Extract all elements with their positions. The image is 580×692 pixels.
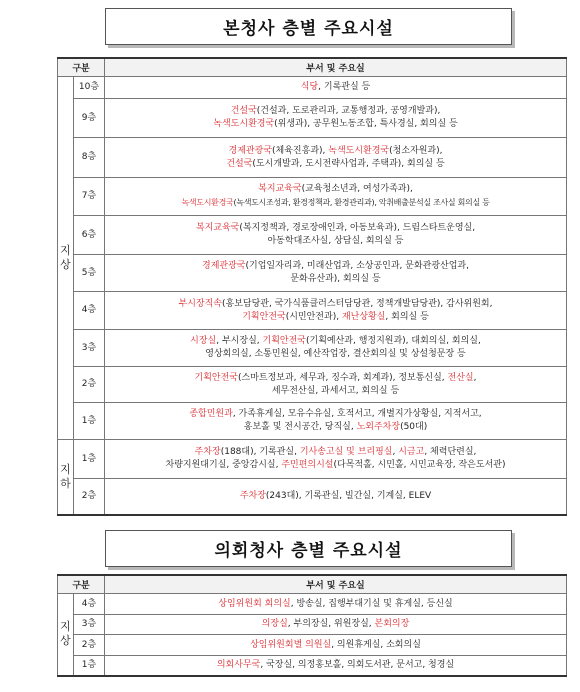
- facility-text: (교육청소년과, 여성가족과),: [301, 184, 413, 194]
- facilities-header: 부서 및 주요실: [105, 58, 567, 77]
- department-name: 종합민원과: [189, 409, 233, 419]
- facility-text: (청소자원과),: [389, 145, 443, 156]
- floor-label: 2층: [74, 367, 105, 403]
- table-row: [58, 138, 567, 178]
- department-name: 녹색도시환경국: [328, 145, 390, 156]
- facility-list: [105, 292, 567, 330]
- facility-text: , 방송실, 집행부대기실 및 휴게실, 등신실: [290, 598, 453, 609]
- facility-line: [109, 158, 562, 171]
- facility-list: [105, 403, 567, 440]
- floor-label: 1층: [74, 403, 105, 440]
- table-row: [58, 216, 567, 255]
- facility-text: 아동학대조사실, 상담실, 회의실 등: [267, 236, 404, 246]
- department-name: 시금고: [398, 447, 425, 457]
- facilities-header: 부서 및 주요실: [105, 575, 567, 594]
- facility-line: [109, 196, 562, 210]
- floor-label: 3층: [74, 330, 105, 367]
- department-name: 시장실: [190, 336, 217, 346]
- facility-text: (기업일자리과, 미래산업과, 소상공인과, 문화관광산업과,: [245, 261, 469, 271]
- facility-text: 홍보홀 및 전시공간, 당직실,: [243, 422, 357, 432]
- facility-text: (188대), 기록관실,: [220, 447, 300, 457]
- table-row: [58, 292, 567, 330]
- department-name: 기획안전국: [194, 372, 238, 383]
- table-header-row: [58, 58, 567, 77]
- facility-line: [109, 490, 562, 503]
- facility-line: [109, 459, 562, 472]
- facility-text: , 체력단련실,: [424, 447, 477, 457]
- facility-text: , 부시장실,: [216, 336, 263, 346]
- department-name: 복지교육국: [258, 184, 302, 194]
- table-row: [58, 99, 567, 138]
- facility-line: [109, 639, 562, 652]
- department-name: 주차장: [239, 490, 266, 501]
- department-name: 전산실: [447, 372, 474, 383]
- facility-line: [109, 598, 562, 611]
- facility-line: [109, 618, 562, 631]
- floor-label: 8층: [74, 138, 105, 178]
- department-name: 상임위원회 회의실: [218, 598, 291, 609]
- facility-line: [109, 421, 562, 434]
- facility-line: [109, 183, 562, 196]
- facility-text: (시민안전과),: [285, 311, 342, 322]
- floor-label: 6층: [74, 216, 105, 255]
- facility-text: (243대), 기록관실, 빌간실, 기계실, ELEV: [265, 490, 432, 501]
- floor-label: 1층: [74, 440, 105, 479]
- department-name: 의장실: [261, 619, 288, 629]
- facility-list: [105, 77, 567, 99]
- department-name: 노외주차장: [356, 422, 401, 432]
- facility-list: [105, 255, 567, 292]
- facility-list: [105, 138, 567, 178]
- facility-text: ,: [392, 447, 399, 457]
- department-name: 재난상황실: [341, 311, 386, 322]
- main-building-table: [57, 57, 567, 516]
- facility-list: [105, 635, 567, 656]
- facility-text: , 회의실 등: [385, 311, 429, 322]
- facility-text: (복지정책과, 경로장애인과, 아동보육과), 드림스타트운영실,: [239, 223, 476, 233]
- department-name: 부시장직속: [178, 298, 222, 309]
- table-row: [58, 615, 567, 635]
- facility-text: ,: [473, 372, 477, 383]
- floor-label: 3층: [74, 615, 105, 635]
- floor-label: 10층: [74, 77, 105, 99]
- floor-label: 2층: [74, 635, 105, 656]
- facility-line: [109, 311, 562, 324]
- above-ground-label: 지 상: [58, 77, 74, 440]
- department-name: 녹색도시환경국: [181, 198, 234, 207]
- facility-line: [109, 335, 562, 348]
- table-row: [58, 367, 567, 403]
- table-row: [58, 479, 567, 515]
- department-name: 경제관광국: [202, 261, 246, 271]
- facility-text: (건설과, 도로관리과, 교통행정과, 공영개발과),: [256, 106, 441, 116]
- department-name: 본회의장: [374, 619, 410, 629]
- department-name: 의회사무국: [216, 659, 261, 670]
- facility-line: [109, 105, 562, 118]
- facility-text: 영상회의실, 소통민원실, 예산작업장, 결산회의실 및 상설청문장 등: [205, 349, 466, 359]
- below-ground-label: 지 하: [58, 440, 74, 515]
- department-name: 녹색도시환경국: [213, 119, 275, 129]
- council-building-title: 의회청사 층별 주요시설: [105, 530, 512, 567]
- table-row: [58, 77, 567, 99]
- floor-label: 9층: [74, 99, 105, 138]
- table-row: [58, 178, 567, 216]
- facility-text: (50대): [400, 422, 428, 432]
- facility-line: [109, 145, 562, 158]
- facility-text: , 부의장실, 위원장실,: [287, 619, 375, 629]
- above-ground-label: 지 상: [58, 594, 74, 676]
- facility-line: [109, 298, 562, 311]
- floor-label: 2층: [74, 479, 105, 515]
- floor-label: 5층: [74, 255, 105, 292]
- facility-line: [109, 260, 562, 273]
- facility-text: , 국장실, 의정홍보홀, 의회도서관, 문서고, 청경실: [260, 659, 455, 670]
- department-name: 기사송고실 및 브리핑실: [299, 447, 393, 457]
- floor-label: 7층: [74, 178, 105, 216]
- floor-label: 1층: [74, 656, 105, 676]
- table-row: [58, 330, 567, 367]
- facility-line: [109, 235, 562, 248]
- facility-list: [105, 178, 567, 216]
- facility-line: [109, 222, 562, 235]
- facility-line: [109, 659, 562, 672]
- table-row: [58, 403, 567, 440]
- facility-line: [109, 408, 562, 421]
- facility-list: [105, 594, 567, 615]
- facility-list: [105, 440, 567, 479]
- department-name: 경제관광국: [228, 145, 273, 156]
- facility-text: (녹색도시조성과, 환경정책과, 환경관리과), 악취배출분석실 조사실 회의실 등: [233, 198, 490, 207]
- category-header: 구분: [58, 575, 105, 594]
- table-row: [58, 440, 567, 479]
- facility-text: (다목적홀, 시민홀, 시민교육장, 작은도서관): [333, 460, 506, 470]
- department-name: 주민편의시설: [281, 460, 334, 470]
- department-name: 주차장: [194, 447, 221, 457]
- facility-text: (기획예산과, 행정지원과), 대회의실, 회의실,: [305, 336, 481, 346]
- facility-list: [105, 615, 567, 635]
- facility-line: [109, 446, 562, 459]
- department-name: 상임위원회별 의원실: [250, 639, 332, 650]
- department-name: 복지교육국: [195, 223, 240, 233]
- facility-text: 차량지원대기실, 중앙감시실,: [165, 460, 282, 470]
- department-name: 기획안전국: [262, 336, 306, 346]
- table-row: [58, 635, 567, 656]
- facility-line: [109, 273, 562, 286]
- facility-text: (홍보담당관, 국가식품클러스터담당관, 정책개발담당관), 감사위원회,: [222, 298, 493, 309]
- facility-list: [105, 330, 567, 367]
- table-header-row: [58, 575, 567, 594]
- department-name: 건설국: [230, 106, 257, 116]
- council-building-table: [57, 574, 567, 677]
- table-row: [58, 594, 567, 615]
- facility-line: [109, 118, 562, 131]
- facility-line: [109, 81, 562, 94]
- category-header: 구분: [58, 58, 105, 77]
- facility-list: [105, 367, 567, 403]
- facility-list: [105, 656, 567, 676]
- facility-list: [105, 216, 567, 255]
- table-row: [58, 255, 567, 292]
- facility-text: 세무전산실, 과세서고, 회의실 등: [271, 385, 400, 396]
- facility-text: (체육진흥과),: [272, 145, 329, 156]
- facility-line: [109, 372, 562, 385]
- department-name: 식당: [300, 82, 319, 92]
- facility-text: 문화유산과), 회의실 등: [290, 274, 381, 284]
- floor-label: 4층: [74, 594, 105, 615]
- facility-text: (위생과), 공무원노동조합, 특사경실, 회의실 등: [274, 119, 458, 129]
- facility-list: [105, 99, 567, 138]
- facility-list: [105, 479, 567, 515]
- facility-text: (도시개발과, 도시전략사업과, 주택과), 회의실 등: [252, 158, 445, 169]
- facility-text: , 의원휴게실, 소회의실: [331, 639, 421, 650]
- floor-label: 4층: [74, 292, 105, 330]
- department-name: 건설국: [226, 158, 253, 169]
- facility-text: , 가족휴게실, 모유수유실, 호적서고, 개별지가상황실, 지적서고,: [232, 409, 482, 419]
- facility-line: [109, 348, 562, 361]
- table-row: [58, 656, 567, 676]
- facility-text: (스마트정보과, 세무과, 징수과, 회계과), 정보통신실,: [238, 372, 448, 383]
- facility-text: , 기록관실 등: [318, 82, 371, 92]
- department-name: 기획안전국: [242, 311, 286, 322]
- facility-line: [109, 385, 562, 398]
- main-building-title: 본청사 층별 주요시설: [105, 8, 512, 45]
